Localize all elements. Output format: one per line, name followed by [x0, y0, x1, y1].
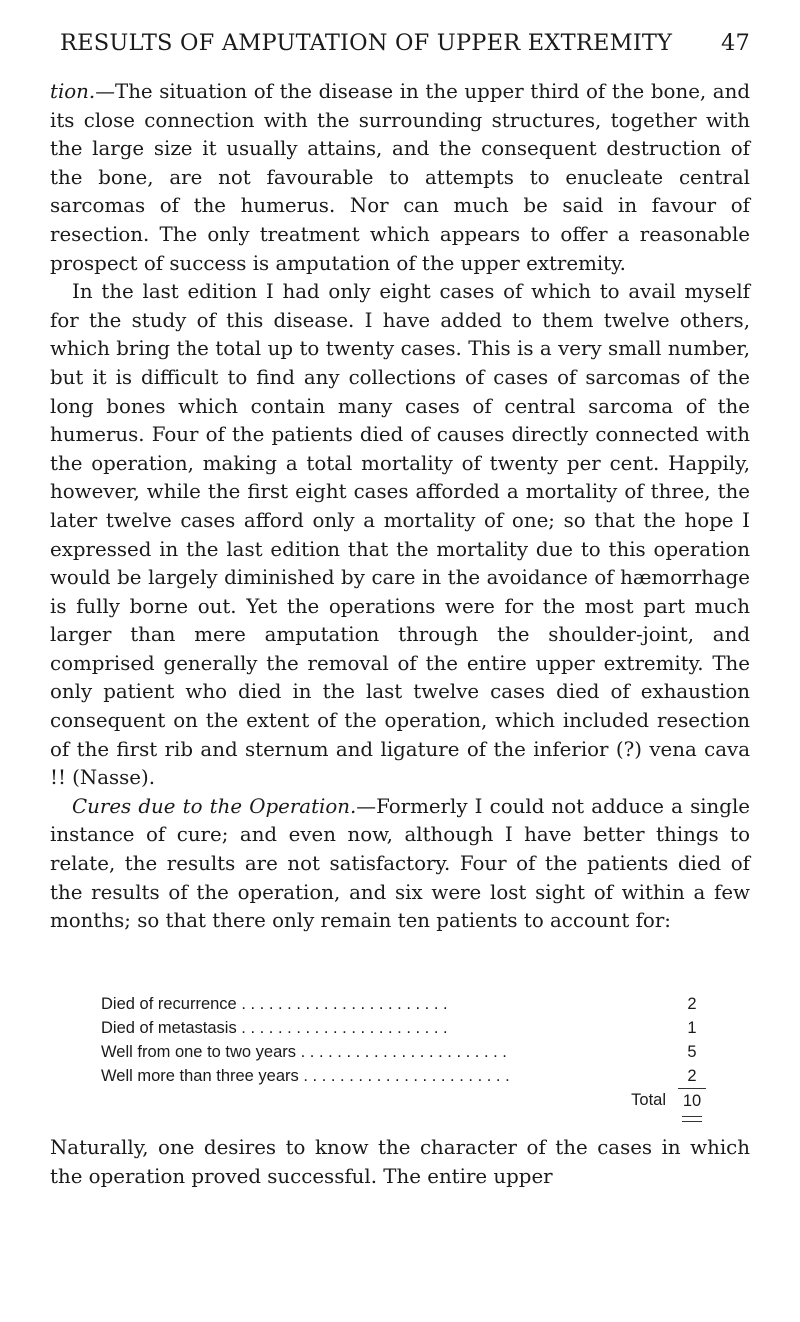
- body-text: [50, 78, 750, 936]
- row-value: 2: [687, 995, 697, 1013]
- row-value: 1: [687, 1019, 697, 1037]
- running-title: RESULTS OF AMPUTATION OF UPPER EXTREMITY: [60, 30, 673, 56]
- paragraph-1: [50, 78, 750, 278]
- paragraph-3-lead: Cures due to the Operation.: [72, 794, 357, 818]
- table-row: [101, 1016, 706, 1040]
- row-label: Died of recurrence . . . . . . . . . . . . . . . . . . . . . . .: [101, 995, 448, 1013]
- results-table: [101, 992, 706, 1122]
- row-value: 5: [687, 1043, 697, 1061]
- total-value: 10: [678, 1088, 706, 1113]
- total-label: Total: [631, 1091, 666, 1109]
- paragraph-1-lead: tion.: [50, 80, 96, 103]
- paragraph-1-text: —The situation of the disease in the upper third of the bone, and its close connection with the surrounding structures, together with the large size it usually attains, and the consequent destruction of the bone, are not favourable to attempts to enucleate central sarcomas of the humerus. Nor can much be said in favour of resection. The only treatment which appears to offer a reasonable prospect of success is amputation of the upper extremity.: [50, 80, 750, 275]
- paragraph-3: [50, 793, 750, 936]
- row-label: Well more than three years . . . . . . . . . . . . . . . . . . . . . . .: [101, 1067, 510, 1085]
- table-row: [101, 1040, 706, 1064]
- total-row: [101, 1088, 706, 1113]
- paragraph-2: In the last edition I had only eight cases of which to avail myself for the study of this disease. I have added to them twelve others, which bring the total up to twenty cases. This is a very small number, but it is difficult to find any collections of cases of sarcomas of the long bones which contain many cases of central sarcoma of the humerus. Four of the patients died of causes directly connected with the operation, making a total mortality of twenty per cent. Happily, however, while the first eight cases afforded a mortality of three, the later twelve cases afford only a mortality of one; so that the hope I expressed in the last edition that the mortality due to this operation would be largely diminished by care in the avoidance of hæmorrhage is fully borne out. Yet the operations were for the most part much larger than mere amputation through the shoulder-joint, and comprised generally the removal of the entire upper extremity. The only patient who died in the last twelve cases died of exhaustion consequent on the extent of the operation, which included resection of the first rib and sternum and ligature of the inferior (?) vena cava !! (Nasse).: [50, 280, 750, 790]
- row-label: Died of metastasis . . . . . . . . . . . . . . . . . . . . . . .: [101, 1019, 448, 1037]
- table-row: [101, 1064, 706, 1088]
- double-rule: [682, 1116, 702, 1122]
- row-value: 2: [687, 1067, 697, 1085]
- paragraph-4: Naturally, one desires to know the character of the cases in which the operation proved successful. The entire upper: [50, 1136, 750, 1188]
- running-header: [60, 30, 750, 56]
- page-number: 47: [720, 30, 750, 56]
- table-row: [101, 992, 706, 1016]
- paragraph-3-text: —Formerly I could not adduce a single instance of cure; and even now, although I have better things to relate, the results are not satisfactory. Four of the patients died of the results of the operation, and six were lost sight of within a few months; so that there only remain ten patients to account for:: [50, 794, 750, 933]
- row-label: Well from one to two years . . . . . . . . . . . . . . . . . . . . . . .: [101, 1043, 507, 1061]
- closing-text: [50, 1134, 750, 1191]
